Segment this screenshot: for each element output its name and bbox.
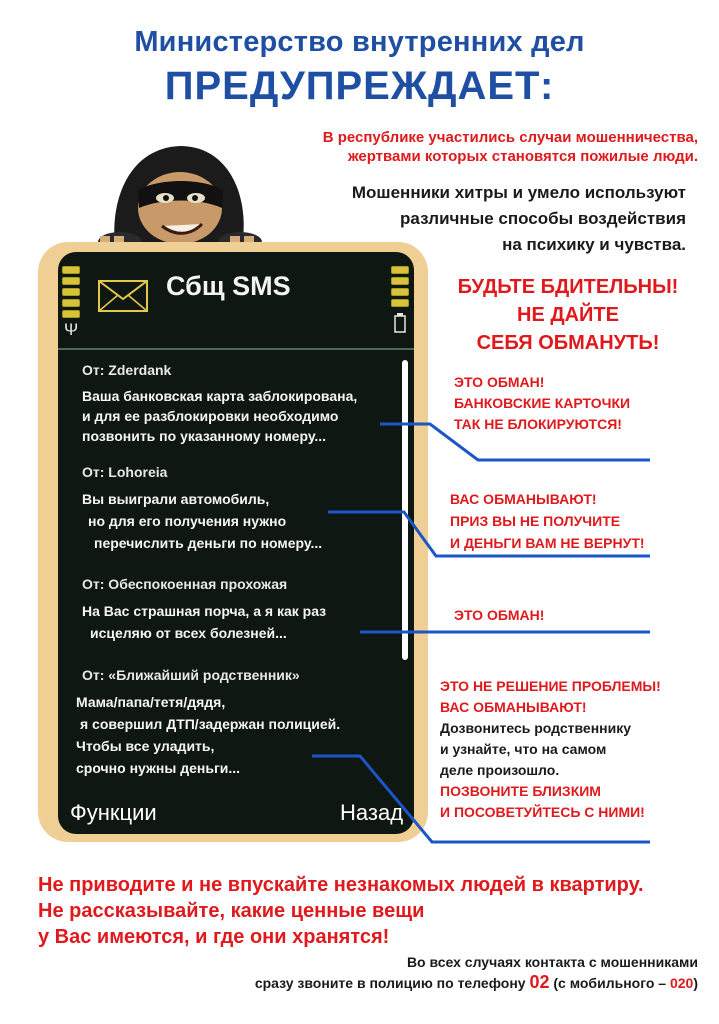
warning-line: ВАС ОБМАНЫВАЮТ! [440, 699, 587, 715]
message-sender: От: Zderdank [82, 362, 172, 378]
message-line: и для ее разблокировки необходимо [82, 408, 339, 424]
police-contact-footer [150, 952, 698, 993]
warning-line: ЭТО НЕ РЕШЕНИЕ ПРОБЛЕМЫ! [440, 678, 661, 694]
warning-line: И ПОСОВЕТУЙТЕСЬ С НИМИ! [440, 804, 645, 820]
battery-bars-icon [391, 266, 409, 310]
warning-block [454, 372, 716, 435]
message-line: исцеляю от всех болезней... [90, 625, 287, 641]
battery-icon [394, 313, 406, 333]
intro-dark-line: различные способы воздействия [400, 209, 686, 228]
message-line: На Вас страшная порча, а я как раз [82, 603, 327, 619]
warning-line: ТАК НЕ БЛОКИРУЮТСЯ! [454, 416, 622, 432]
slogan-line: НЕ ДАЙТЕ [517, 304, 619, 326]
envelope-icon [98, 280, 148, 312]
functions-softkey[interactable]: Функции [70, 800, 157, 825]
signal-bars-icon [62, 266, 80, 321]
slogan-line: БУДЬТЕ БДИТЕЛЬНЫ! [457, 276, 679, 298]
back-softkey[interactable]: Назад [340, 800, 404, 825]
warning-line: ПОЗВОНИТЕ БЛИЗКИМ [440, 783, 601, 799]
bottom-warning-line: Не приводите и не впускайте незнакомых людей в квартиру. [38, 874, 644, 896]
message-line: Чтобы все уладить, [76, 738, 215, 754]
footer-line: Во всех случаях контакта с мошенниками [406, 954, 698, 970]
message-line: позвонить по указанному номеру... [82, 428, 327, 444]
intro-dark-line: на психику и чувства. [502, 235, 686, 254]
footer-text: ) [693, 975, 698, 991]
message-line: но для его получения нужно [88, 513, 287, 529]
message-line: Вы выиграли автомобиль, [82, 491, 270, 507]
thief-illustration [70, 128, 280, 250]
warning-block [440, 676, 716, 823]
message-sender: От: Lohoreia [82, 464, 168, 480]
slogan-line: СЕБЯ ОБМАНУТЬ! [476, 332, 660, 354]
footer-line [150, 972, 698, 993]
footer-text: (с мобильного – [553, 975, 667, 991]
message-line: Мама/папа/тетя/дядя, [76, 694, 226, 710]
ministry-title: Министерство внутренних дел [134, 26, 585, 58]
intro-dark-line: Мошенники хитры и умело используют [351, 183, 686, 202]
footer-text: сразу звоните в полицию по телефону [254, 975, 526, 991]
warning-line: ВАС ОБМАНЫВАЮТ! [450, 491, 597, 507]
screen-divider [58, 348, 414, 350]
bottom-warning [38, 872, 698, 950]
message-body[interactable] [82, 488, 372, 554]
warning-line: ЭТО ОБМАН! [454, 374, 545, 390]
warning-block [450, 488, 716, 554]
police-phone-number: 02 [529, 972, 550, 992]
intro-red-line: В республике участились случаи мошенничества, [322, 129, 698, 146]
screen-title: Сбщ SMS [166, 271, 291, 301]
warning-line: ЭТО ОБМАН! [454, 607, 545, 623]
antenna-icon: Ψ [64, 320, 79, 339]
warning-line: ПРИЗ ВЫ НЕ ПОЛУЧИТЕ [450, 513, 621, 529]
advice-line: деле произошло. [440, 762, 560, 778]
intro-red-line: жертвами которых становятся пожилые люди. [347, 148, 698, 165]
message-sender: От: Обеспокоенная прохожая [82, 576, 288, 592]
bottom-warning-line: Не рассказывайте, какие ценные вещи [38, 900, 425, 922]
message-line: срочно нужны деньги... [76, 760, 241, 776]
bottom-warning-line: у Вас имеются, и где они хранятся! [38, 926, 390, 948]
message-line: перечислить деньги по номеру... [94, 535, 323, 551]
advice-line: и узнайте, что на самом [440, 741, 607, 757]
mobile-phone-number: 020 [669, 975, 694, 991]
warning-line: И ДЕНЬГИ ВАМ НЕ ВЕРНУТ! [450, 535, 645, 551]
warning-line: БАНКОВСКИЕ КАРТОЧКИ [454, 395, 631, 411]
message-body[interactable] [76, 691, 396, 779]
scrollbar[interactable] [402, 360, 408, 660]
warns-title: ПРЕДУПРЕЖДАЕТ: [164, 64, 555, 108]
vigilance-slogan [418, 273, 718, 357]
message-body[interactable] [82, 386, 402, 446]
warning-block [454, 605, 716, 626]
message-line: я совершил ДТП/задержан полицией. [80, 716, 341, 732]
message-sender: От: «Ближайший родственник» [82, 667, 300, 683]
advice-line: Дозвонитесь родственнику [440, 720, 632, 736]
message-body[interactable] [82, 600, 382, 644]
message-line: Ваша банковская карта заблокирована, [82, 388, 358, 404]
